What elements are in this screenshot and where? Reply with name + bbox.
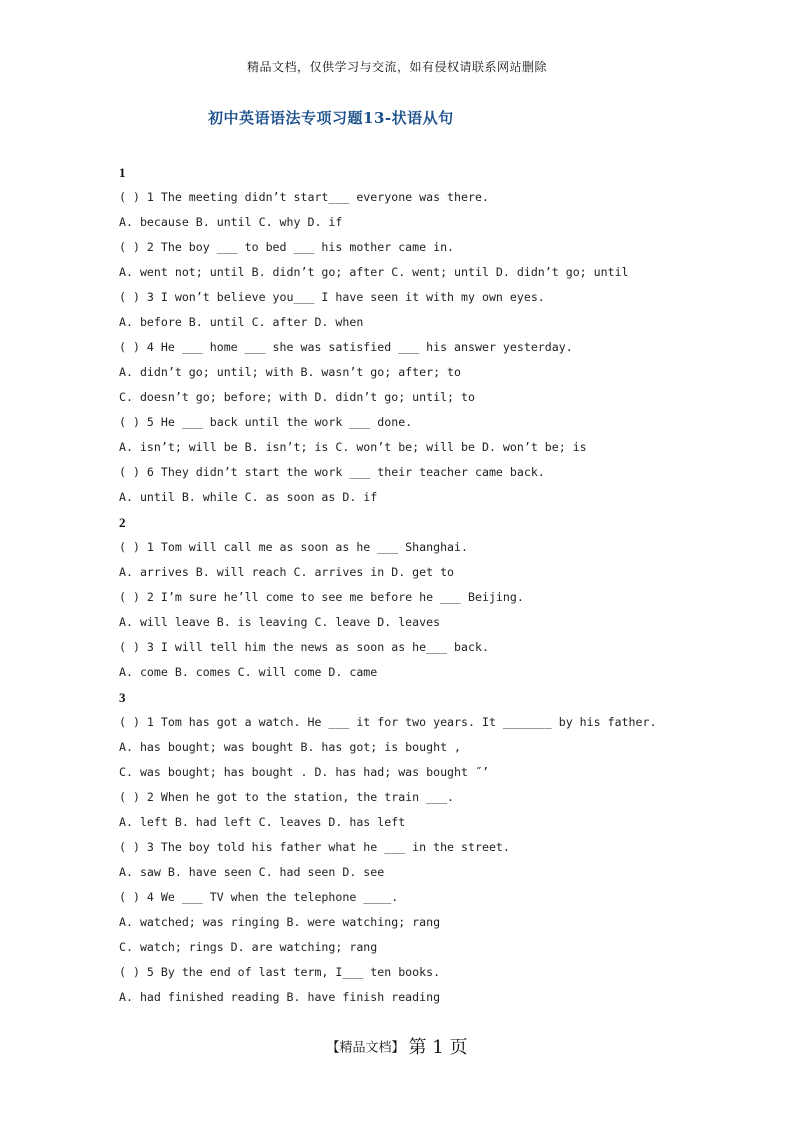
answer-options-line: A. went not; until B. didn’t go; after C. went; until D. didn’t go; until (119, 265, 629, 279)
answer-options-line: A. arrives B. will reach C. arrives in D. get to (119, 565, 455, 579)
answer-options-line: A. come B. comes C. will come D. came (119, 665, 378, 679)
section-number: 1 (119, 165, 126, 180)
question-line: ( ) 1 Tom will call me as soon as he ___ Shanghai. (119, 540, 469, 554)
answer-options-line: A. left B. had left C. leaves D. has left (119, 815, 406, 829)
section-number: 3 (119, 690, 126, 705)
answer-options-line: A. before B. until C. after D. when (119, 315, 364, 329)
question-line: ( ) 1 The meeting didn’t start___ everyone was there. (119, 190, 489, 204)
page-footer (0, 1033, 794, 1059)
page-number: 第 1 页 (408, 1037, 468, 1058)
answer-options-line: A. watched; was ringing B. were watching; rang (119, 915, 441, 929)
answer-options-line: C. watch; rings D. are watching; rang (119, 940, 378, 954)
question-line: ( ) 4 He ___ home ___ she was satisfied ___ his answer yesterday. (119, 340, 573, 354)
answer-options-line: C. was bought; has bought . D. has had; was bought ˝’ (119, 765, 489, 779)
answer-options-line: A. until B. while C. as soon as D. if (119, 490, 378, 504)
question-line: ( ) 3 I will tell him the news as soon as he___ back. (119, 640, 489, 654)
question-line: ( ) 3 The boy told his father what he ___ in the street. (119, 840, 510, 854)
question-line: ( ) 1 Tom has got a watch. He ___ it for two years. It _______ by his father. (119, 715, 657, 729)
question-line: ( ) 2 When he got to the station, the train ___. (119, 790, 455, 804)
answer-options-line: A. had finished reading B. have finish reading (119, 990, 441, 1004)
question-line: ( ) 2 I’m sure he’ll come to see me before he ___ Beijing. (119, 590, 524, 604)
answer-options-line: A. will leave B. is leaving C. leave D. leaves (119, 615, 441, 629)
question-line: ( ) 6 They didn’t start the work ___ their teacher came back. (119, 465, 545, 479)
page-header: 精品文档，仅供学习与交流，如有侵权请联系网站删除 (246, 60, 547, 74)
answer-options-line: A. isn’t; will be B. isn’t; is C. won’t be; will be D. won’t be; is (119, 440, 587, 454)
footer-tag: 【精品文档】 (326, 1040, 405, 1056)
page-title: 初中英语语法专项习题13-状语从句 (208, 109, 454, 127)
answer-options-line: A. has bought; was bought B. has got; is bought , (119, 740, 462, 754)
answer-options-line: A. didn’t go; until; with B. wasn’t go; after; to (119, 365, 462, 379)
section-number: 2 (119, 515, 126, 530)
question-line: ( ) 2 The boy ___ to bed ___ his mother came in. (119, 240, 455, 254)
answer-options-line: A. saw B. have seen C. had seen D. see (119, 865, 385, 879)
question-line: ( ) 5 By the end of last term, I___ ten books. (119, 965, 441, 979)
answer-options-line: C. doesn’t go; before; with D. didn’t go; until; to (119, 390, 475, 404)
question-line: ( ) 4 We ___ TV when the telephone ____. (119, 890, 399, 904)
question-line: ( ) 5 He ___ back until the work ___ done. (119, 415, 413, 429)
question-line: ( ) 3 I won’t believe you___ I have seen it with my own eyes. (119, 290, 545, 304)
document-body (119, 160, 719, 1010)
answer-options-line: A. because B. until C. why D. if (119, 215, 343, 229)
